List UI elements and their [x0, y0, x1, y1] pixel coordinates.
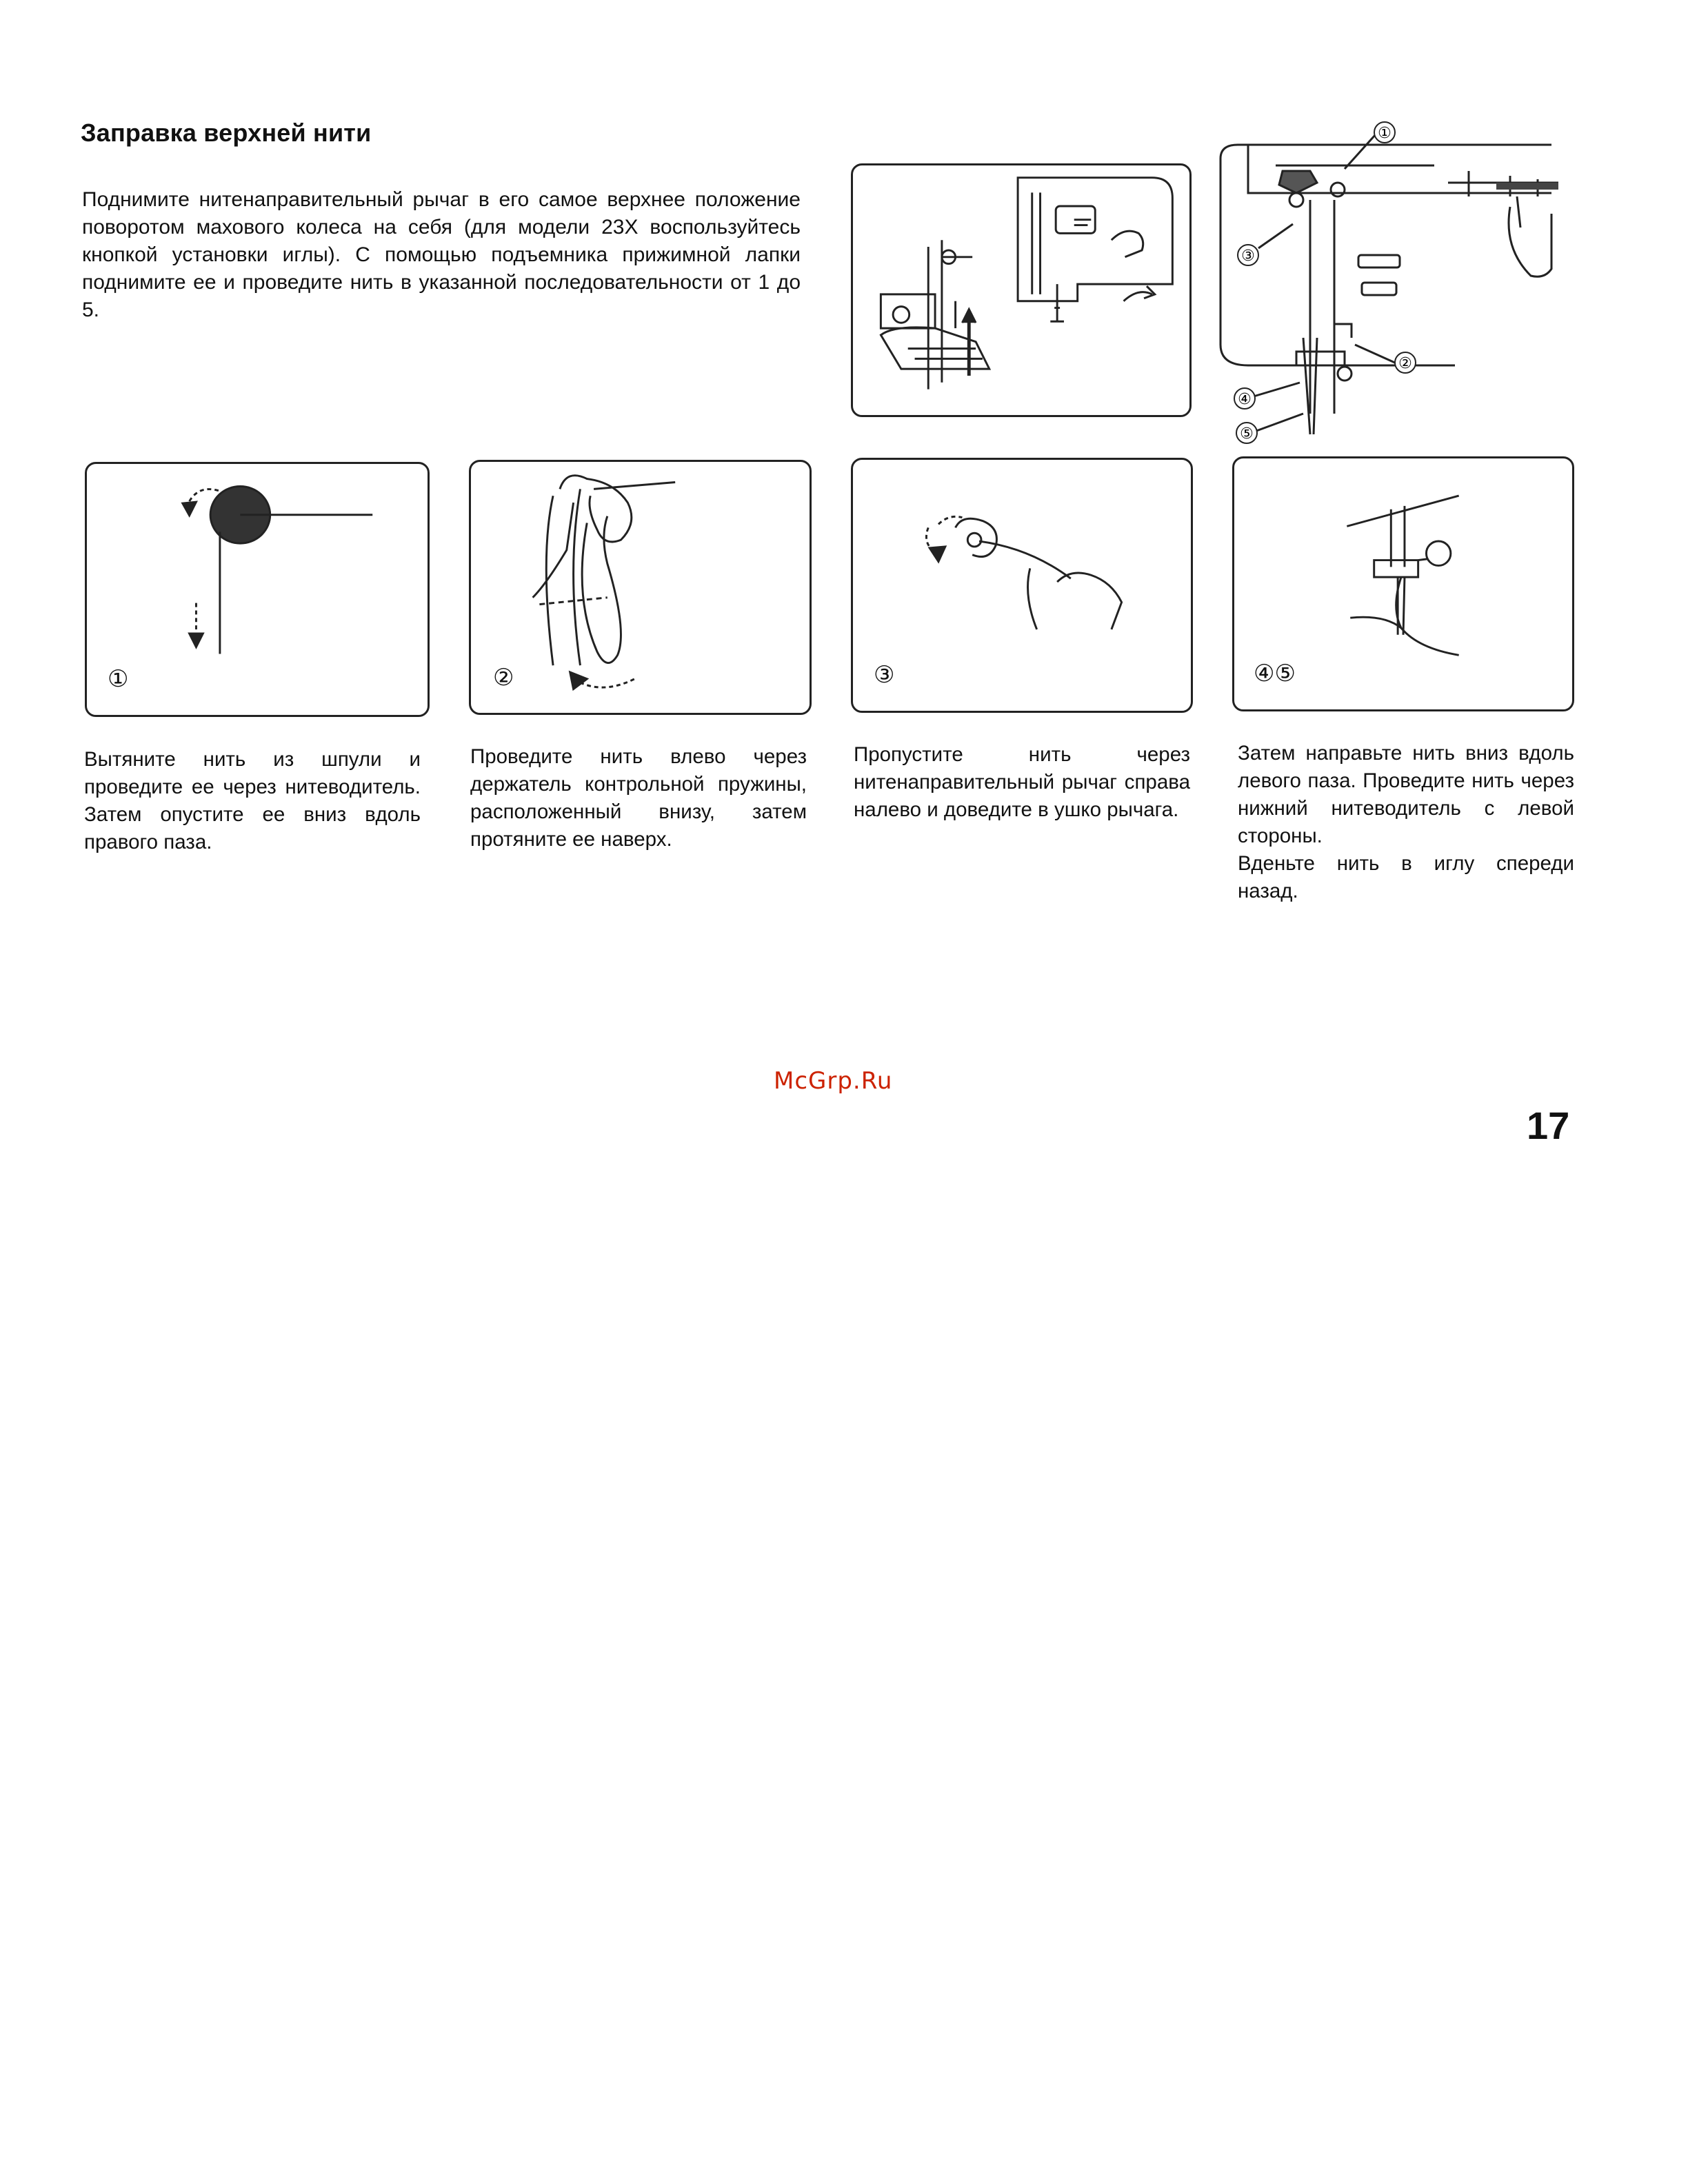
page-title: Заправка верхней нити: [81, 119, 372, 147]
callout-2: ②: [1398, 355, 1412, 372]
step-4-5-caption: [1238, 740, 1574, 905]
callout-3: ③: [1241, 247, 1255, 265]
step-4-5-caption-text-2: Вденьте нить в иглу спереди назад.: [1238, 852, 1574, 902]
step-3-panel: [851, 458, 1193, 713]
step-1-caption-text: Вытяните нить из шпули и проведите ее через нитеводитель. Затем опустите ее вниз вдоль правого паза.: [84, 748, 421, 853]
step-1-caption: [84, 746, 421, 856]
step-4-5-caption-text: Затем направьте нить вниз вдоль левого паза. Проведите нить через нижний нитеводитель с левой стороны.: [1238, 742, 1574, 847]
step-1-panel: [85, 462, 430, 717]
step-2-panel: [469, 460, 812, 715]
watermark: McGrp.Ru: [774, 1067, 893, 1095]
intro-paragraph: Поднимите нитенаправительный рычаг в его самое верхнее положение поворотом махового колеса на себя (для модели 23X воспользуйтесь кнопкой установки иглы). С помощью подъемника прижимной лапки поднимите ее и проведите нить в указанной последовательности от 1 до 5.: [82, 188, 801, 321]
step-3-caption-text: Пропустите нить через нитенаправительный рычаг справа налево и доведите в ушко рычага.: [854, 743, 1190, 821]
thread-path-drawing: [1207, 117, 1565, 448]
illustration-presser-foot: [851, 163, 1192, 417]
callout-5: ⑤: [1240, 425, 1254, 443]
step-4-5-label: ④⑤: [1254, 660, 1296, 687]
presser-foot-drawing: [853, 165, 1189, 415]
step-2-label: ②: [493, 664, 514, 691]
step-2-caption: [470, 743, 807, 853]
illustration-thread-path-overview: [1207, 117, 1565, 448]
callout-4: ④: [1238, 391, 1252, 408]
step-3-caption: [854, 741, 1190, 824]
step-1-drawing: [87, 464, 428, 715]
page-number: 17: [1527, 1104, 1570, 1147]
callout-1: ①: [1378, 125, 1391, 142]
step-2-drawing: [471, 462, 810, 713]
step-1-label: ①: [108, 665, 129, 693]
step-4-5-panel: [1232, 456, 1574, 711]
step-3-label: ③: [874, 661, 895, 689]
step-2-caption-text: Проведите нить влево через держатель контрольной пружины, расположенный внизу, затем протяните ее наверх.: [470, 745, 807, 851]
step-3-drawing: [853, 460, 1191, 711]
